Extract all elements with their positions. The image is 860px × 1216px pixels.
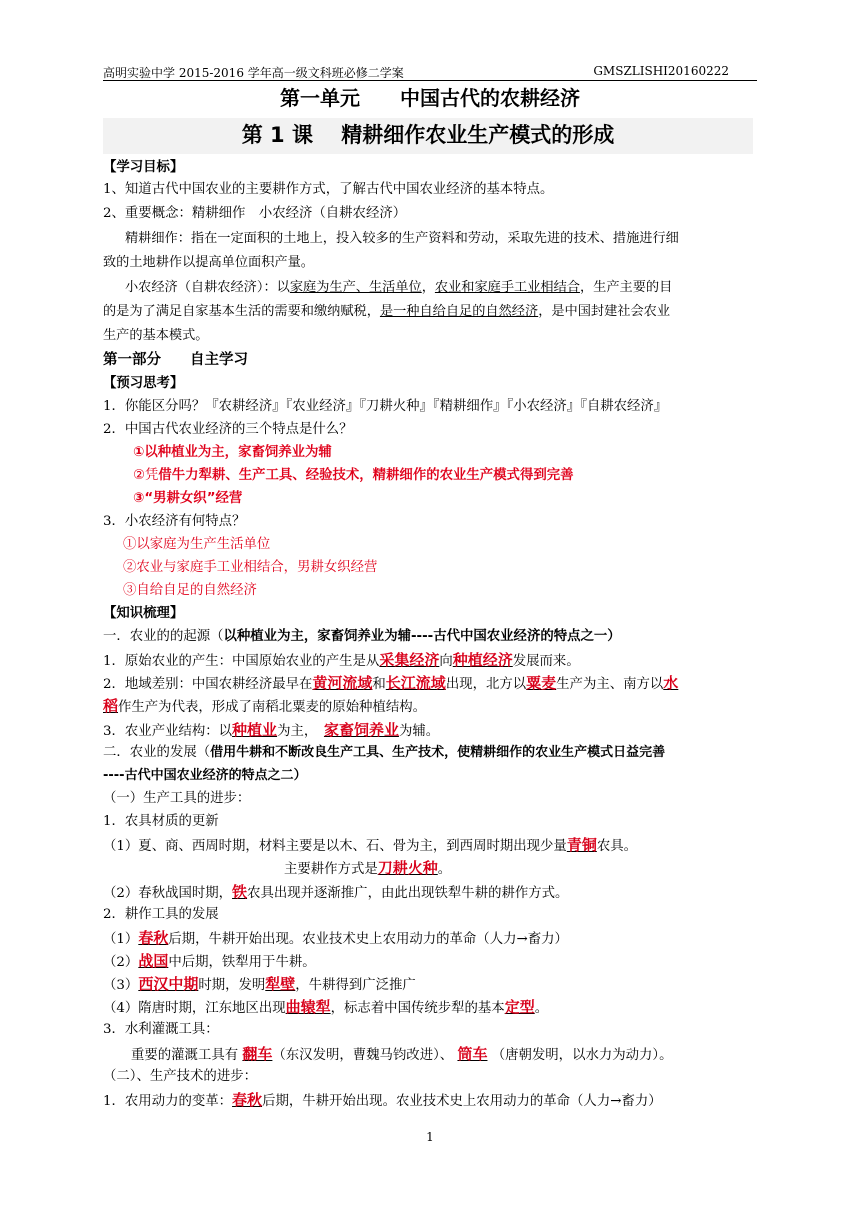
section1-item2-cont: 稻作生产为代表，形成了南稻北粟麦的原始种植结构。 [103,697,426,715]
xiaonong-def-line1: 小农经济（自耕农经济）：以家庭为生产、生活单位，农业和家庭手工业相结合，生产主要的目 [125,280,673,295]
irrigation-tools: 重要的灌溉工具有 翻车（东汉发明，曹魏马钧改进）、 筒车 （唐朝发明，以水力为动力）。 [131,1045,673,1063]
tools-dev-4: （4）隋唐时期，江东地区出现曲辕犁，标志着中国传统步犁的基本定型。 [103,998,549,1016]
lesson-title: 第 1 课 精耕细作农业生产模式的形成 [103,118,753,154]
preview-q3: 3．小农经济有何特点？ [103,514,246,529]
section1-item3: 3．农业产业结构：以种植业为主， 家畜饲养业为辅。 [103,721,440,739]
tools-dev-2: （2）战国中后期，铁犁用于牛耕。 [103,952,316,970]
answer-2-2: ②凭借牛力犁耕、生产工具、经验技术，精耕细作的农业生产模式得到完善 [133,468,574,483]
preview-q1: 1．你能区分吗？『农耕经济』『农业经济』『刀耕火种』『精耕细作』『小农经济』『自耕农经济』 [103,399,668,414]
tools-dev-3: （3）西汉中期时期，发明犁壁，牛耕得到广泛推广 [103,975,416,993]
tech-item1: 1．农用动力的变革：春秋后期，牛耕开始出现。农业技术史上农用动力的革命（人力→畜力） [103,1091,662,1109]
header-right: GMSZLISHI20160222 [593,64,729,78]
knowledge-heading: 【知识梳理】 [103,606,184,621]
tools-dev-1: （1）春秋后期，牛耕开始出现。农业技术史上农用动力的革命（人力→畜力） [103,929,568,947]
section2-title-cont: ----古代中国农业经济的特点之二） [103,768,307,783]
tools-material-1-cont: 主要耕作方式是刀耕火种。 [284,859,452,877]
xiaonong-def-line2: 的是为了满足自家基本生活的需要和缴纳赋税，是一种自给自足的自然经济，是中国封建社会农业 [103,304,671,319]
section2-sub2: （二）、生产技术的进步： [103,1069,257,1084]
section2-title: 二．农业的发展（借用牛耕和不断改良生产工具、生产技术，使精耕细作的农业生产模式日益完善 [103,745,666,760]
tools-material-2: （2）春秋战国时期，铁农具出现并逐渐推广，由此出现铁犁牛耕的耕作方式。 [103,883,569,901]
unit-title: 第一单元 中国古代的农耕经济 [280,86,580,110]
irrigation-heading: 3．水利灌溉工具： [103,1022,219,1037]
section1-title: 一．农业的的起源（以种植业为主，家畜饲养业为辅----古代中国农业经济的特点之一） [103,629,621,644]
answer-2-1: ①以种植业为主，家畜饲养业为辅 [133,445,332,460]
header-left: 高明实验中学 2015-2016 学年高一级文科班必修二学案 [103,66,404,80]
answer-2-3: ③“男耕女织”经营 [133,491,243,506]
xiaonong-def-line3: 生产的基本模式。 [103,328,209,343]
preview-q2: 2．中国古代农业经济的三个特点是什么？ [103,422,353,437]
answer-3-1: ①以家庭为生产生活单位 [123,537,271,552]
objective-1: 1、知道古代中国农业的主要耕作方式，了解古代中国农业经济的基本特点。 [103,182,554,197]
answer-3-2: ②农业与家庭手工业相结合，男耕女织经营 [123,560,378,575]
page-header [103,62,757,81]
jinggeng-def-line1: 精耕细作：指在一定面积的土地上，投入较多的生产资料和劳动，采取先进的技术、措施进行细 [125,231,679,246]
answer-3-3: ③自给自足的自然经济 [123,583,257,598]
page-number: 1 [426,1130,434,1144]
objectives-heading: 【学习目标】 [103,160,184,175]
section1-item1: 1．原始农业的产生：中国原始农业的产生是从采集经济向种植经济发展而来。 [103,651,580,669]
part1-heading: 第一部分 自主学习 [103,352,248,368]
tools-material: 1．农具材质的更新 [103,814,219,829]
tools-dev: 2．耕作工具的发展 [103,907,219,922]
objective-2: 2、重要概念：精耕细作 小农经济（自耕农经济） [103,206,407,221]
section2-sub1: （一）生产工具的进步： [103,791,251,806]
section1-item2: 2．地域差别：中国农耕经济最早在黄河流域和长江流域出现，北方以粟麦生产为主、南方以水 [103,674,679,692]
jinggeng-def-line2: 致的土地耕作以提高单位面积产量。 [103,255,314,270]
tools-material-1: （1）夏、商、西周时期，材料主要是以木、石、骨为主，到西周时期出现少量青铜农具。 [103,836,637,854]
preview-heading: 【预习思考】 [103,376,184,391]
